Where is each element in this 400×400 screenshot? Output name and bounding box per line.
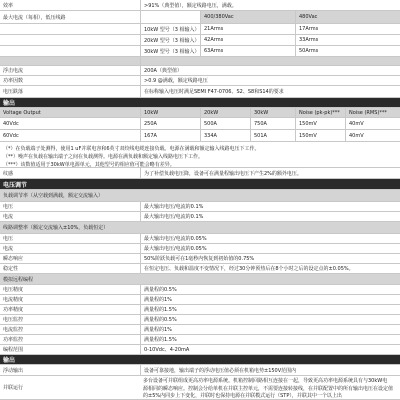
spec-cell: 40mV — [345, 118, 400, 129]
spec-label: 电流监控 — [3, 327, 24, 333]
spec-label — [0, 57, 140, 65]
spec-row — [0, 190, 400, 202]
subsection-header: 模拟远程编程 — [3, 276, 34, 283]
spec-label: 电压跌落 — [3, 89, 24, 95]
spec-cell: 10kW 型号（3 相输入） — [140, 24, 200, 34]
spec-value: 满量程的1% — [140, 325, 400, 334]
section-header: 电压调节 — [3, 181, 28, 189]
spec-row — [0, 376, 400, 400]
spec-row — [0, 76, 400, 86]
spec-row — [0, 295, 400, 305]
spec-cell: 500A — [200, 118, 250, 129]
spec-row — [0, 98, 400, 108]
spec-row — [0, 108, 400, 118]
spec-value: 0-10Vdc、4-20mA — [140, 345, 400, 354]
spec-label: 功率因数 — [3, 78, 24, 84]
spec-value: 在恒定电压、负载和温度不变情况下，经过30分钟预热后在8个小时之后的设定点的±0.05%。 — [140, 264, 400, 273]
spec-row — [0, 142, 400, 168]
footnote-line: （*）在负载端子处测得，使用1 uF并联电容和6英寸双绞线电缆连接负载。电源在满载和额定输入线路电压下工作。 — [3, 145, 260, 152]
spec-row — [0, 285, 400, 295]
spec-label: 并联运行 — [3, 385, 24, 391]
spec-label — [0, 46, 140, 56]
section-header: 输出 — [3, 357, 16, 364]
spec-label: 稳定性 — [3, 266, 19, 272]
spec-label: 效率 — [3, 2, 14, 9]
spec-value-line: 多台设备可并联组成更高功率电源系统。机箱控制回路相互连接在一起，导致更高功率电源系统具有与30kW电 — [143, 378, 388, 385]
spec-label: 电压 — [3, 236, 14, 242]
spec-row — [0, 305, 400, 315]
spec-value: 满量程的0.5% — [140, 285, 400, 294]
spec-cell: 250A — [140, 118, 200, 129]
spec-label: 电流 — [3, 214, 14, 220]
spec-label: 最大电流（每相），低压线路 — [3, 14, 66, 21]
spec-value: 最大输出电压/电流的0.1% — [140, 202, 400, 211]
spec-value: 最大输出电压/电流的0.1% — [140, 212, 400, 221]
spec-row — [0, 335, 400, 345]
spec-cell: 150mV — [295, 130, 345, 141]
spec-label: 60Vdc — [3, 132, 19, 139]
spec-row — [0, 179, 400, 190]
spec-row — [0, 35, 400, 46]
spec-row — [0, 86, 400, 98]
spec-value: 在标称输入电压时满足SEMI F47-0706、S2、S8和S14的要求 — [140, 86, 400, 97]
spec-row — [0, 355, 400, 365]
spec-cell: Noise (pk-pk)*** — [295, 108, 345, 117]
subsection-header: 线路调整率（额定交流输入±10%，负载恒定） — [3, 225, 109, 231]
spec-row — [0, 234, 400, 244]
footnote-line: （***）该数值适用于30kW单电源单元，其他型号的相应值可能会略有差异。 — [3, 161, 175, 168]
spec-label: 电流 — [3, 246, 14, 252]
spec-cell: 42Arms — [200, 35, 295, 45]
spec-label: 纹感 — [3, 170, 14, 177]
spec-label — [0, 35, 140, 45]
spec-cell: 50Arms — [295, 46, 400, 56]
spec-label — [0, 24, 140, 34]
spec-cell — [140, 11, 200, 23]
spec-cell: 17Arms — [295, 24, 400, 34]
spec-value: 满量程的1.5% — [140, 335, 400, 344]
spec-value: 设备可靠接地，输出端子的浮动电压值必须在机箱电势±150V范围内 — [140, 365, 400, 375]
spec-label: 浮击电流 — [3, 68, 24, 74]
spec-cell: 30kW — [250, 108, 295, 117]
spec-row — [0, 345, 400, 355]
spec-cell: 150mV — [295, 118, 345, 129]
spec-cell: 400/380Vac — [200, 11, 295, 23]
spec-value: >0.9 @满载，额定线路电压 — [140, 76, 400, 85]
spec-row — [0, 11, 400, 24]
spec-value-line: 的±5%内同步上下变化，并联时也保持电源在并联模式运行（STP），并联其中一个以上出 — [143, 393, 342, 400]
spec-row — [0, 66, 400, 76]
spec-value: 50%阶跃负载可在1毫秒内恢复到初始值的0.75% — [140, 254, 400, 263]
spec-label: 功率精度 — [3, 307, 24, 313]
spec-cell: 167A — [140, 130, 200, 141]
spec-cell: 63Arms — [200, 46, 295, 56]
spec-value — [140, 57, 400, 65]
spec-row — [0, 46, 400, 57]
spec-cell: 33Arms — [295, 35, 400, 45]
spec-value: 200A（典型值） — [140, 66, 400, 75]
spec-label: 功率监控 — [3, 337, 24, 343]
spec-cell: 20kW 型号（3 相输入） — [140, 35, 200, 45]
spec-label: 浮动输出 — [3, 367, 24, 374]
spec-row — [0, 57, 400, 66]
spec-row — [0, 325, 400, 335]
spec-row — [0, 264, 400, 274]
spec-value: 满量程的1.5% — [140, 305, 400, 314]
spec-value: 最大输出电压/电流的0.05% — [140, 244, 400, 253]
spec-cell: 10kW — [140, 108, 200, 117]
spec-value: 为了补偿负载电压降，设备可在满量程输出电压下产生2%的额外电压。 — [140, 168, 400, 178]
spec-row — [0, 365, 400, 376]
subsection-header: 负载调节率（从空载到满载，额定交流输入） — [3, 193, 104, 199]
spec-row — [0, 168, 400, 179]
spec-row — [0, 222, 400, 234]
spec-cell: Noise (RMS)*** — [345, 108, 400, 117]
spec-row — [0, 254, 400, 264]
spec-row — [0, 202, 400, 212]
spec-row — [0, 130, 400, 142]
spec-row — [0, 118, 400, 130]
section-header: 输出 — [3, 100, 16, 107]
spec-label: 电压监控 — [3, 317, 24, 323]
spec-label: 电压 — [3, 204, 14, 210]
spec-label: 编程范围 — [3, 347, 24, 353]
spec-row — [0, 0, 400, 11]
spec-row — [0, 274, 400, 285]
spec-row — [0, 24, 400, 35]
spec-cell: 30kW 型号（3 相输入） — [140, 46, 200, 56]
spec-value: >91%（典型值），额定线路电压，满载。 — [140, 0, 400, 10]
spec-value: 最大输出电压/电流的0.05% — [140, 234, 400, 243]
spec-cell: 40mV — [345, 130, 400, 141]
spec-cell: 334A — [200, 130, 250, 141]
spec-row — [0, 315, 400, 325]
spec-cell: 750A — [250, 118, 295, 129]
spec-cell: 501A — [250, 130, 295, 141]
footnote-line: （**）噪声在负载在输出端子之间在负载测得。电源在满负载和额定输入线路电压下工作。 — [3, 153, 204, 160]
spec-label: 电压精度 — [3, 287, 24, 293]
spec-cell: 480Vac — [295, 11, 400, 23]
spec-label: Voltage Output — [3, 109, 41, 116]
spec-label: 40Vdc — [3, 120, 19, 127]
spec-row — [0, 212, 400, 222]
spec-value: 满量程的1% — [140, 295, 400, 304]
spec-label: 瞬态响应 — [3, 256, 24, 262]
spec-label: 电流精度 — [3, 297, 24, 303]
spec-cell: 20kW — [200, 108, 250, 117]
spec-cell: 21Arms — [200, 24, 295, 34]
spec-row — [0, 244, 400, 254]
spec-value: 满量程的0.5% — [140, 315, 400, 324]
spec-value-line: 源相同的瞬态响应。控制会分给单机在并联主控单元，不需要连接转接线，在并联配置中的所有输出电压在设定值 — [143, 385, 394, 392]
